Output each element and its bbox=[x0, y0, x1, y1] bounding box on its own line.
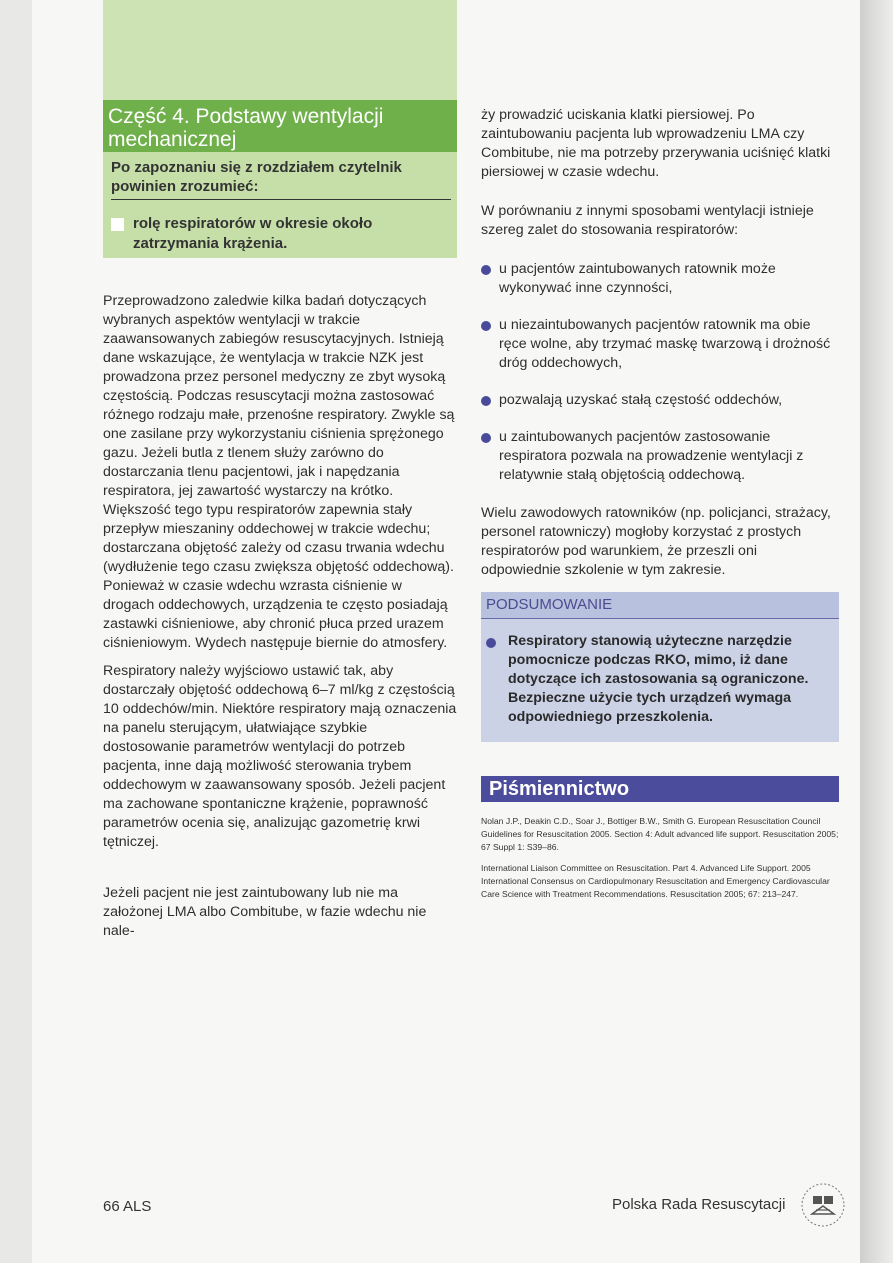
reference-item: Nolan J.P., Deakin C.D., Soar J., Bottiger B.W., Smith G. European Resuscitation Council Guidelines for Resuscitation 2005. Section 4: Adult advanced life support. Resuscitation 2005; 67 Suppl 1: S39–86. bbox=[481, 816, 839, 852]
objectives-box bbox=[103, 0, 457, 258]
list-item-text: u niezaintubowanych pacjentów ratownik ma obie ręce wolne, aby trzymać maskę twarzową i drożność dróg oddechowych, bbox=[499, 317, 831, 371]
bullet-icon bbox=[481, 433, 491, 443]
references-list bbox=[481, 815, 839, 909]
paragraph-3: Jeżeli pacjent nie jest zaintubowany lub nie ma założonej LMA albo Combitube, w fazie wdechu nie nale- bbox=[103, 885, 427, 939]
list-item bbox=[481, 391, 839, 410]
bullet-icon bbox=[481, 265, 491, 275]
paragraph-5: W porównaniu z innymi sposobami wentylacji istnieje szereg zalet do stosowania respiratorów: bbox=[481, 203, 814, 238]
list-item-text: pozwalają uzyskać stałą częstość oddechów, bbox=[499, 392, 783, 408]
paragraph-2: Respiratory należy wyjściowo ustawić tak, aby dostarczały objętość oddechową 6–7 ml/kg z częstością 10 oddechów/min. Niektóre respiratory mają oznaczenia na panelu sterującym, ułatwiające szybkie dostosowanie parametrów wentylacji do potrzeb pacjenta, inne dają możliwość sterowania trybem oddechowym w zaawansowany sposób. Jeżeli pacjent ma zachowane spontaniczne krążenie, poprawność parametrów ocenia się, analizując gazometrię krwi tętniczej. bbox=[103, 663, 457, 850]
publisher-logo-icon bbox=[798, 1180, 848, 1230]
list-item bbox=[481, 428, 839, 485]
paragraph-4: ży prowadzić uciskania klatki piersiowej. Po zaintubowaniu pacjenta lub wprowadzeniu LMA czy Combitube, nie ma potrzeby przerywania uciśnięć klatki piersiowej w czasie wdechu. bbox=[481, 107, 831, 180]
summary-item-text: Respiratory stanowią użyteczne narzędzie pomocnicze podczas RKO, mimo, iż dane dotyczące ich zastosowania są ograniczone. Bezpieczne użycie tych urządzeń wymaga odpowiedniego przeszkolenia. bbox=[508, 633, 809, 725]
paragraph-1: Przeprowadzono zaledwie kilka badań dotyczących wybranych aspektów wentylacji w trakcie zaawansowanych zabiegów resuscytacyjnych. Istnieją dane wskazujące, że wentylacja w trakcie NZK jest prowadzona przez personel medyczny ze zbyt wysoką częstością. Podczas resuscytacji można zastosować różnego rodzaju małe, przenośne respiratory. Zwykle są one zasilane przy wykorzystaniu ciśnienia sprężonego gazu. Jeżeli butla z tlenem służy zarówno do dostarczania tlenu pacjentowi, jak i napędzania respiratora, jej zawartość wystarczy na krótko. Większość tego typu respiratorów zapewnia stały przepływ mieszaniny oddechowej w trakcie wdechu; dostarczana objętość zależy od czasu trwania wdechu (wydłużenie tego czasu zwiększa objętość oddechową). Ponieważ w czasie wdechu wzrasta ciśnienie w drogach oddechowych, urządzenia te często posiadają zastawki ciśnieniowe, aby chronić płuca przed urazem ciśnieniowym. Wydech następuje biernie do atmosfery. bbox=[103, 293, 455, 651]
page-edge bbox=[860, 0, 893, 1263]
bullet-icon bbox=[481, 396, 491, 406]
list-item bbox=[481, 260, 839, 298]
objective-item-text: rolę respiratorów w okresie około zatrzymania krążenia. bbox=[133, 215, 373, 252]
bullet-icon bbox=[481, 321, 491, 331]
list-item bbox=[481, 316, 839, 373]
bullet-icon bbox=[486, 638, 496, 648]
summary-box bbox=[481, 592, 839, 742]
section-title: Część 4. Podstawy wentylacji mechanicznej bbox=[103, 100, 457, 152]
advantages-list bbox=[481, 260, 839, 503]
list-item-text: u pacjentów zaintubowanych ratownik może wykonywać inne czynności, bbox=[499, 261, 776, 296]
list-item-text: u zaintubowanych pacjentów zastosowanie respiratora pozwala na prowadzenie wentylacji z relatywnie stałą objętością oddechową. bbox=[499, 429, 804, 483]
summary-heading: PODSUMOWANIE bbox=[481, 592, 839, 618]
publisher-name: Polska Rada Resuscytacji bbox=[612, 1196, 786, 1213]
objectives-box-top bbox=[103, 0, 457, 100]
page-number: 66 ALS bbox=[103, 1198, 152, 1215]
square-bullet-icon bbox=[111, 218, 124, 231]
paragraph-6: Wielu zawodowych ratowników (np. policjanci, strażacy, personel ratowniczy) mogłoby korzystać z prostych respiratorów pod warunkiem, że przeszli oni odpowiednie szkolenie w tym zakresie. bbox=[481, 505, 831, 578]
objective-divider bbox=[111, 199, 451, 200]
objective-heading: Po zapoznaniu się z rozdziałem czytelnik powinien zrozumieć: bbox=[111, 159, 402, 195]
summary-divider bbox=[481, 618, 839, 619]
reference-item: International Liaison Committee on Resuscitation. Part 4. Advanced Life Support. 2005 International Consensus on Cardiopulmonary Resuscitation and Emergency Cardiovascular Care Science with Treatment Recommendations. Resuscitation 2005; 67: 213–247. bbox=[481, 863, 830, 899]
references-heading: Piśmiennictwo bbox=[481, 776, 839, 802]
